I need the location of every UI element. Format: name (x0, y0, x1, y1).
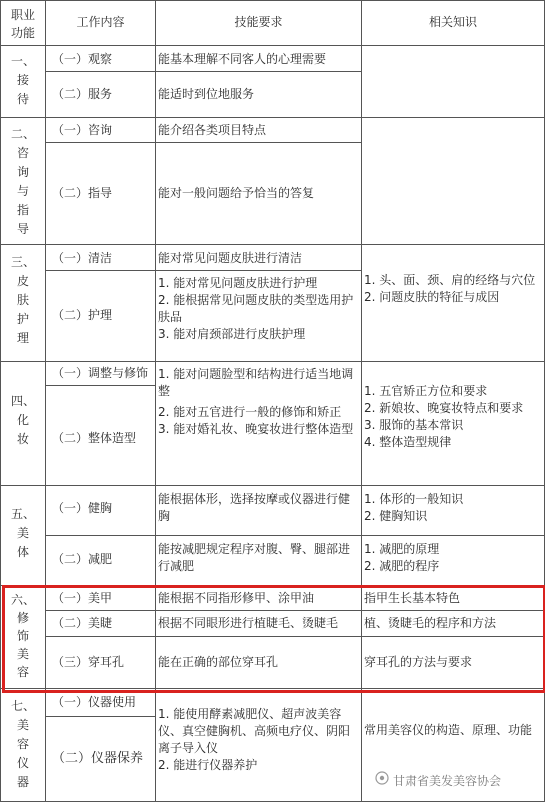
content-lash: （二）美睫 (52, 616, 113, 630)
content-care: （二）护理 (52, 308, 113, 322)
role-reception: 一、 接 待 (10, 54, 35, 106)
header-content: 工作内容 (76, 15, 125, 29)
knowledge-nail: 指甲生长基本特色 (364, 591, 461, 605)
skill-instrument: 1. 能使用酵素减肥仪、超声波美容仪、真空健胸机、高频电疗仪、阴阳离子导入仪 2. 能进行仪器养护 (158, 707, 351, 772)
role-body: 五、 美 体 (10, 507, 35, 559)
knowledge-bust: 1. 体形的一般知识 2. 健胸知识 (364, 492, 464, 523)
skill-clean: 能对常见问题皮肤进行清洁 (158, 251, 303, 265)
header-knowledge: 相关知识 (428, 15, 477, 29)
content-styling: （二）整体造型 (52, 431, 137, 445)
knowledge-skincare: 1. 头、面、颈、肩的经络与穴位 2. 问题皮肤的特征与成因 (364, 273, 536, 304)
role-consult: 二、 咨 询 与 指 导 (10, 127, 35, 236)
skill-lash: 根据不同眼形进行植睫毛、烫睫毛 (158, 616, 339, 630)
watermark: 甘肃省美发美容协会 (393, 774, 502, 788)
role-instrument: 七、 美 容 仪 器 (10, 699, 35, 789)
skill-consult: 能介绍各类项目特点 (158, 123, 267, 137)
header-role: 职业 功能 (10, 8, 35, 40)
skill-slim: 能按减肥规定程序对腹、臀、腿部进行减肥 (158, 542, 351, 573)
skill-pierce: 能在正确的部位穿耳孔 (158, 655, 279, 669)
content-nail: （一）美甲 (52, 591, 113, 605)
highlight-box (2, 585, 545, 693)
content-service: （二）服务 (52, 87, 113, 101)
knowledge-instrument: 常用美容仪的构造、原理、功能 (364, 723, 533, 737)
knowledge-pierce: 穿耳孔的方法与要求 (364, 655, 473, 669)
content-guide: （二）指导 (52, 186, 113, 200)
skill-guide: 能对一般问题给予恰当的答复 (158, 186, 315, 200)
header-skill: 技能要求 (234, 15, 283, 29)
content-bust: （一）健胸 (52, 501, 113, 515)
role-makeup: 四、 化 妆 (10, 394, 35, 446)
skill-observe: 能基本理解不同客人的心理需要 (158, 52, 327, 66)
content-slim: （二）减肥 (52, 552, 113, 566)
content-consult: （一）咨询 (52, 123, 113, 137)
content-use: （一）仪器使用 (52, 695, 137, 709)
wechat-icon (375, 771, 389, 785)
knowledge-slim: 1. 减肥的原理 2. 减肥的程序 (364, 542, 440, 573)
content-clean: （一）清洁 (52, 251, 113, 265)
skill-care: 1. 能对常见问题皮肤进行护理 2. 能根据常见问题皮肤的类型选用护肤品 3. 能对肩颈部进行皮肤护理 (158, 276, 354, 341)
skill-styling: 2. 能对五官进行一般的修饰和矫正 3. 能对婚礼妆、晚宴妆进行整体造型 (158, 405, 354, 436)
role-skincare: 三、 皮 肤 护 理 (10, 255, 35, 345)
content-pierce: （三）穿耳孔 (52, 655, 125, 669)
content-maintain: （二）仪器保养 (52, 751, 144, 766)
skill-nail: 能根据不同指形修甲、涂甲油 (158, 591, 315, 605)
knowledge-lash: 植、烫睫毛的程序和方法 (364, 616, 497, 630)
skill-adjust: 1. 能对问题脸型和结构进行适当地调整 (158, 367, 354, 398)
knowledge-makeup: 1. 五官矫正方位和要求 2. 新娘妆、晚宴妆特点和要求 3. 服饰的基本常识 4. 整体造型规律 (364, 384, 524, 449)
content-observe: （一）观察 (52, 52, 113, 66)
skill-bust: 能根据体形，选择按摩或仪器进行健胸 (158, 492, 351, 523)
role-beautify: 六、 修 饰 美 容 (10, 593, 35, 679)
skill-service: 能适时到位地服务 (158, 87, 255, 101)
content-adjust: （一）调整与修饰 (52, 366, 149, 380)
